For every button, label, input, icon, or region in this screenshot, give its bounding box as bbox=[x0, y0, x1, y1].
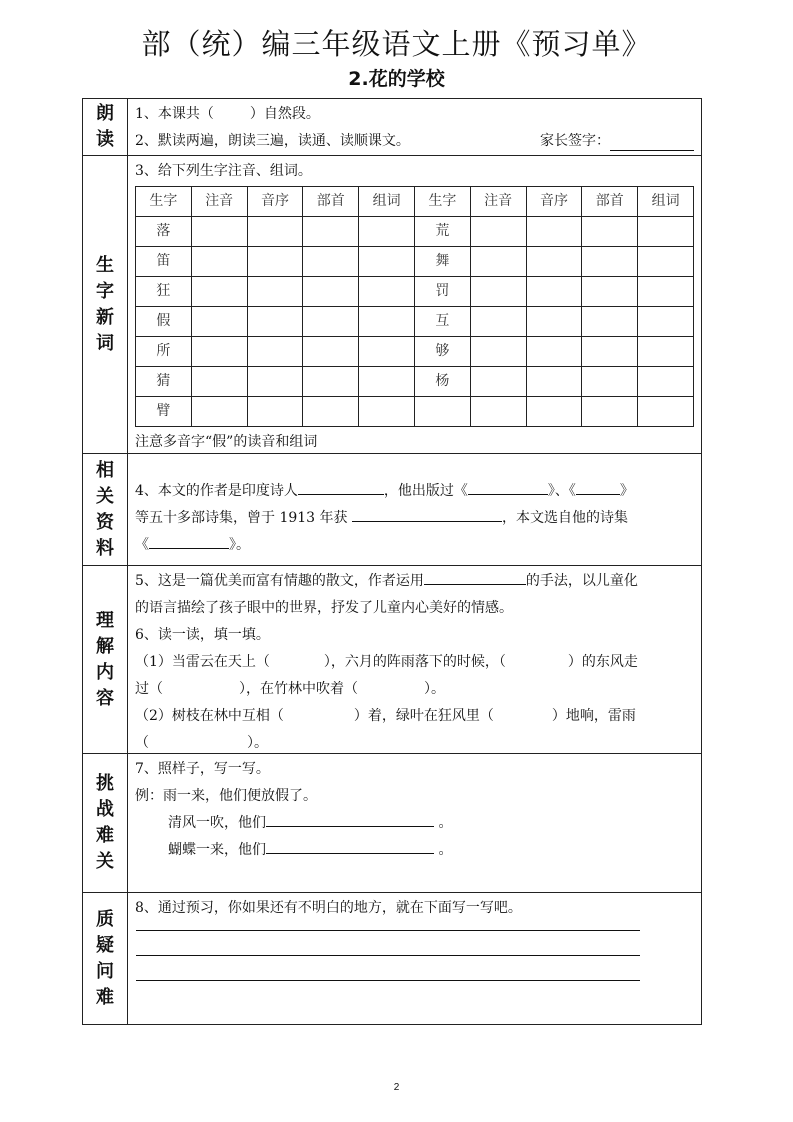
text: 。 bbox=[438, 842, 453, 858]
text: （2）树枝在林中互相（ bbox=[135, 708, 284, 724]
text: 7、照样子，写一写。 bbox=[135, 761, 270, 777]
label-char: 词 bbox=[96, 332, 114, 354]
label-char: 战 bbox=[96, 799, 114, 820]
blank-collection[interactable] bbox=[149, 532, 229, 549]
char-cell: 舞 bbox=[414, 247, 470, 277]
char-cell[interactable] bbox=[470, 217, 526, 247]
label-char: 新 bbox=[96, 306, 114, 328]
char-cell[interactable] bbox=[526, 337, 582, 367]
table-row bbox=[136, 367, 694, 397]
char-cell[interactable] bbox=[638, 367, 694, 397]
char-cell[interactable] bbox=[582, 217, 638, 247]
char-cell[interactable] bbox=[247, 247, 303, 277]
char-cell[interactable] bbox=[359, 397, 415, 427]
label-char: 质 bbox=[96, 908, 114, 930]
table-row bbox=[136, 277, 694, 307]
write-line[interactable] bbox=[136, 931, 640, 956]
char-cell[interactable] bbox=[303, 307, 359, 337]
label-char: 料 bbox=[96, 537, 114, 559]
char-cell[interactable] bbox=[582, 367, 638, 397]
q3-text: 3、给下列生字注音、组词。 bbox=[135, 163, 312, 179]
text: 。 bbox=[438, 815, 453, 831]
char-cell: 假 bbox=[136, 307, 192, 337]
char-cell: 组词 bbox=[359, 187, 415, 217]
text: ，他出版过《 bbox=[383, 483, 468, 499]
q1-text-end: ）自然段。 bbox=[249, 106, 320, 122]
char-cell[interactable] bbox=[359, 217, 415, 247]
char-cell[interactable] bbox=[247, 307, 303, 337]
blank-sentence2[interactable] bbox=[266, 837, 434, 854]
char-cell[interactable] bbox=[526, 217, 582, 247]
text: 的语言描绘了孩子眼中的世界，抒发了儿童内心美好的情感。 bbox=[135, 600, 513, 616]
char-cell[interactable] bbox=[303, 247, 359, 277]
text: 5、这是一篇优美而富有情趣的散文，作者运用 bbox=[135, 573, 424, 589]
text: ）的东风走 bbox=[567, 654, 638, 670]
q2-text: 2、默读两遍，朗读三遍，读通、读顺课文。 bbox=[135, 133, 410, 149]
text: 8、通过预习，你如果还有不明白的地方，就在下面写一写吧。 bbox=[135, 900, 522, 916]
char-cell: 狂 bbox=[136, 277, 192, 307]
text: 》、《 bbox=[547, 483, 576, 499]
char-cell[interactable] bbox=[247, 397, 303, 427]
char-cell[interactable] bbox=[526, 367, 582, 397]
char-cell[interactable] bbox=[470, 367, 526, 397]
section-label bbox=[83, 454, 128, 565]
blank-book2[interactable] bbox=[576, 478, 620, 495]
label-char: 内 bbox=[96, 661, 114, 683]
char-cell: 荒 bbox=[414, 217, 470, 247]
label-char: 关 bbox=[96, 485, 114, 507]
label-char: 朗 bbox=[96, 103, 114, 124]
char-cell[interactable] bbox=[638, 397, 694, 427]
char-cell[interactable] bbox=[247, 337, 303, 367]
blank-book1[interactable] bbox=[468, 478, 548, 495]
char-cell[interactable] bbox=[359, 277, 415, 307]
char-cell: 互 bbox=[414, 307, 470, 337]
q1-text: 1、本课共（ bbox=[135, 106, 214, 122]
table-header-row bbox=[136, 187, 694, 217]
section-label bbox=[83, 893, 128, 1024]
text: ，本文选自他的诗集 bbox=[501, 510, 628, 526]
blank-award[interactable] bbox=[352, 505, 502, 522]
text: ）着，绿叶在狂风里（ bbox=[353, 708, 494, 724]
char-cell[interactable] bbox=[359, 247, 415, 277]
section-understand bbox=[83, 566, 701, 754]
char-cell[interactable] bbox=[582, 307, 638, 337]
write-line[interactable] bbox=[136, 956, 640, 981]
text: 6、读一读，填一填。 bbox=[135, 627, 270, 643]
char-cell[interactable] bbox=[470, 247, 526, 277]
text: ）地响，雷雨 bbox=[551, 708, 636, 724]
label-char: 读 bbox=[96, 129, 114, 150]
char-cell[interactable] bbox=[191, 397, 247, 427]
section-label bbox=[83, 156, 128, 453]
char-cell: 臂 bbox=[136, 397, 192, 427]
blank-sentence1[interactable] bbox=[266, 810, 434, 827]
char-cell[interactable] bbox=[638, 307, 694, 337]
char-cell: 杨 bbox=[414, 367, 470, 397]
char-cell[interactable] bbox=[414, 397, 470, 427]
char-cell[interactable] bbox=[303, 397, 359, 427]
char-cell[interactable] bbox=[191, 277, 247, 307]
char-cell[interactable] bbox=[638, 277, 694, 307]
label-char: 问 bbox=[96, 960, 114, 982]
text: 清风一吹，他们 bbox=[168, 815, 266, 831]
label-char: 生 bbox=[96, 254, 114, 276]
text: ）。 bbox=[247, 735, 268, 751]
page-number: 2 bbox=[393, 1082, 400, 1093]
char-cell[interactable] bbox=[582, 397, 638, 427]
char-cell[interactable] bbox=[191, 217, 247, 247]
char-cell[interactable] bbox=[470, 337, 526, 367]
char-table bbox=[135, 186, 694, 427]
char-cell[interactable] bbox=[191, 307, 247, 337]
char-cell[interactable] bbox=[638, 337, 694, 367]
page-title: 部（统）编三年级语文上册《预习单》 bbox=[141, 27, 652, 61]
char-cell[interactable] bbox=[303, 337, 359, 367]
char-cell: 猜 bbox=[136, 367, 192, 397]
lesson-title: 2.花的学校 bbox=[348, 68, 445, 90]
table-row bbox=[136, 307, 694, 337]
char-cell: 生字 bbox=[414, 187, 470, 217]
char-cell: 笛 bbox=[136, 247, 192, 277]
char-cell[interactable] bbox=[359, 367, 415, 397]
section-info bbox=[83, 454, 701, 566]
blank-author[interactable] bbox=[298, 478, 384, 495]
char-cell[interactable] bbox=[303, 367, 359, 397]
char-cell[interactable] bbox=[303, 277, 359, 307]
text: ），六月的阵雨落下的时候，（ bbox=[323, 654, 506, 670]
write-line[interactable] bbox=[136, 922, 640, 931]
char-cell[interactable] bbox=[247, 367, 303, 397]
note-text: 注意多音字“假”的读音和组词 bbox=[135, 434, 318, 450]
char-cell[interactable] bbox=[638, 217, 694, 247]
parent-sign-label: 家长签字： bbox=[540, 133, 610, 149]
char-cell[interactable] bbox=[526, 397, 582, 427]
char-cell[interactable] bbox=[526, 247, 582, 277]
char-cell[interactable] bbox=[359, 307, 415, 337]
text: 》 bbox=[619, 483, 634, 499]
table-row bbox=[136, 337, 694, 367]
text: 》。 bbox=[229, 537, 250, 553]
char-cell[interactable] bbox=[526, 307, 582, 337]
label-char: 字 bbox=[96, 280, 114, 302]
text: 《 bbox=[135, 537, 149, 553]
char-cell[interactable] bbox=[470, 307, 526, 337]
label-char: 难 bbox=[96, 986, 114, 1008]
char-cell: 生字 bbox=[136, 187, 192, 217]
label-char: 容 bbox=[96, 687, 114, 709]
char-cell[interactable] bbox=[191, 367, 247, 397]
char-cell[interactable] bbox=[582, 337, 638, 367]
parent-sign-field[interactable] bbox=[610, 134, 694, 151]
char-cell[interactable] bbox=[247, 217, 303, 247]
table-row bbox=[136, 217, 694, 247]
text: 蝴蝶一来，他们 bbox=[168, 842, 266, 858]
section-challenge bbox=[83, 754, 701, 893]
label-char: 关 bbox=[96, 851, 114, 872]
text: （1）当雷云在天上（ bbox=[135, 654, 270, 670]
section-label bbox=[83, 99, 128, 155]
text: 的手法，以儿童化 bbox=[525, 573, 638, 589]
char-cell[interactable] bbox=[247, 277, 303, 307]
worksheet-table bbox=[82, 98, 702, 1025]
section-questions bbox=[83, 893, 701, 1025]
blank-technique[interactable] bbox=[424, 568, 526, 585]
char-cell: 音序 bbox=[247, 187, 303, 217]
char-cell: 够 bbox=[414, 337, 470, 367]
char-cell[interactable] bbox=[191, 337, 247, 367]
table-row bbox=[136, 247, 694, 277]
label-char: 解 bbox=[96, 635, 114, 657]
char-cell: 所 bbox=[136, 337, 192, 367]
char-cell[interactable] bbox=[191, 247, 247, 277]
char-cell[interactable] bbox=[582, 277, 638, 307]
char-cell[interactable] bbox=[526, 277, 582, 307]
char-cell: 部首 bbox=[303, 187, 359, 217]
text: ）。 bbox=[424, 681, 445, 697]
section-label bbox=[83, 566, 128, 753]
char-cell: 组词 bbox=[638, 187, 694, 217]
char-cell: 注音 bbox=[470, 187, 526, 217]
section-reading bbox=[83, 99, 701, 156]
char-cell[interactable] bbox=[582, 247, 638, 277]
text: （ bbox=[135, 735, 149, 751]
text: 4、本文的作者是印度诗人 bbox=[135, 483, 298, 499]
label-char: 资 bbox=[96, 511, 114, 533]
label-char: 疑 bbox=[96, 934, 114, 956]
section-chars bbox=[83, 156, 701, 454]
char-cell: 注音 bbox=[191, 187, 247, 217]
example-text: 例：雨一来，他们便放假了。 bbox=[135, 788, 317, 804]
char-cell: 罚 bbox=[414, 277, 470, 307]
char-cell[interactable] bbox=[470, 277, 526, 307]
text: 过（ bbox=[135, 681, 163, 697]
text: 等五十多部诗集，曾于 1913 年获 bbox=[135, 510, 348, 526]
text: ），在竹林中吹着（ bbox=[239, 681, 358, 697]
section-label bbox=[83, 754, 128, 892]
char-cell[interactable] bbox=[303, 217, 359, 247]
char-cell[interactable] bbox=[638, 247, 694, 277]
char-cell[interactable] bbox=[470, 397, 526, 427]
label-char: 挑 bbox=[96, 773, 114, 794]
char-cell: 部首 bbox=[582, 187, 638, 217]
label-char: 难 bbox=[96, 825, 114, 846]
label-char: 相 bbox=[96, 459, 114, 481]
char-cell: 落 bbox=[136, 217, 192, 247]
table-row bbox=[136, 397, 694, 427]
char-cell[interactable] bbox=[359, 337, 415, 367]
label-char: 理 bbox=[96, 609, 114, 631]
char-cell: 音序 bbox=[526, 187, 582, 217]
